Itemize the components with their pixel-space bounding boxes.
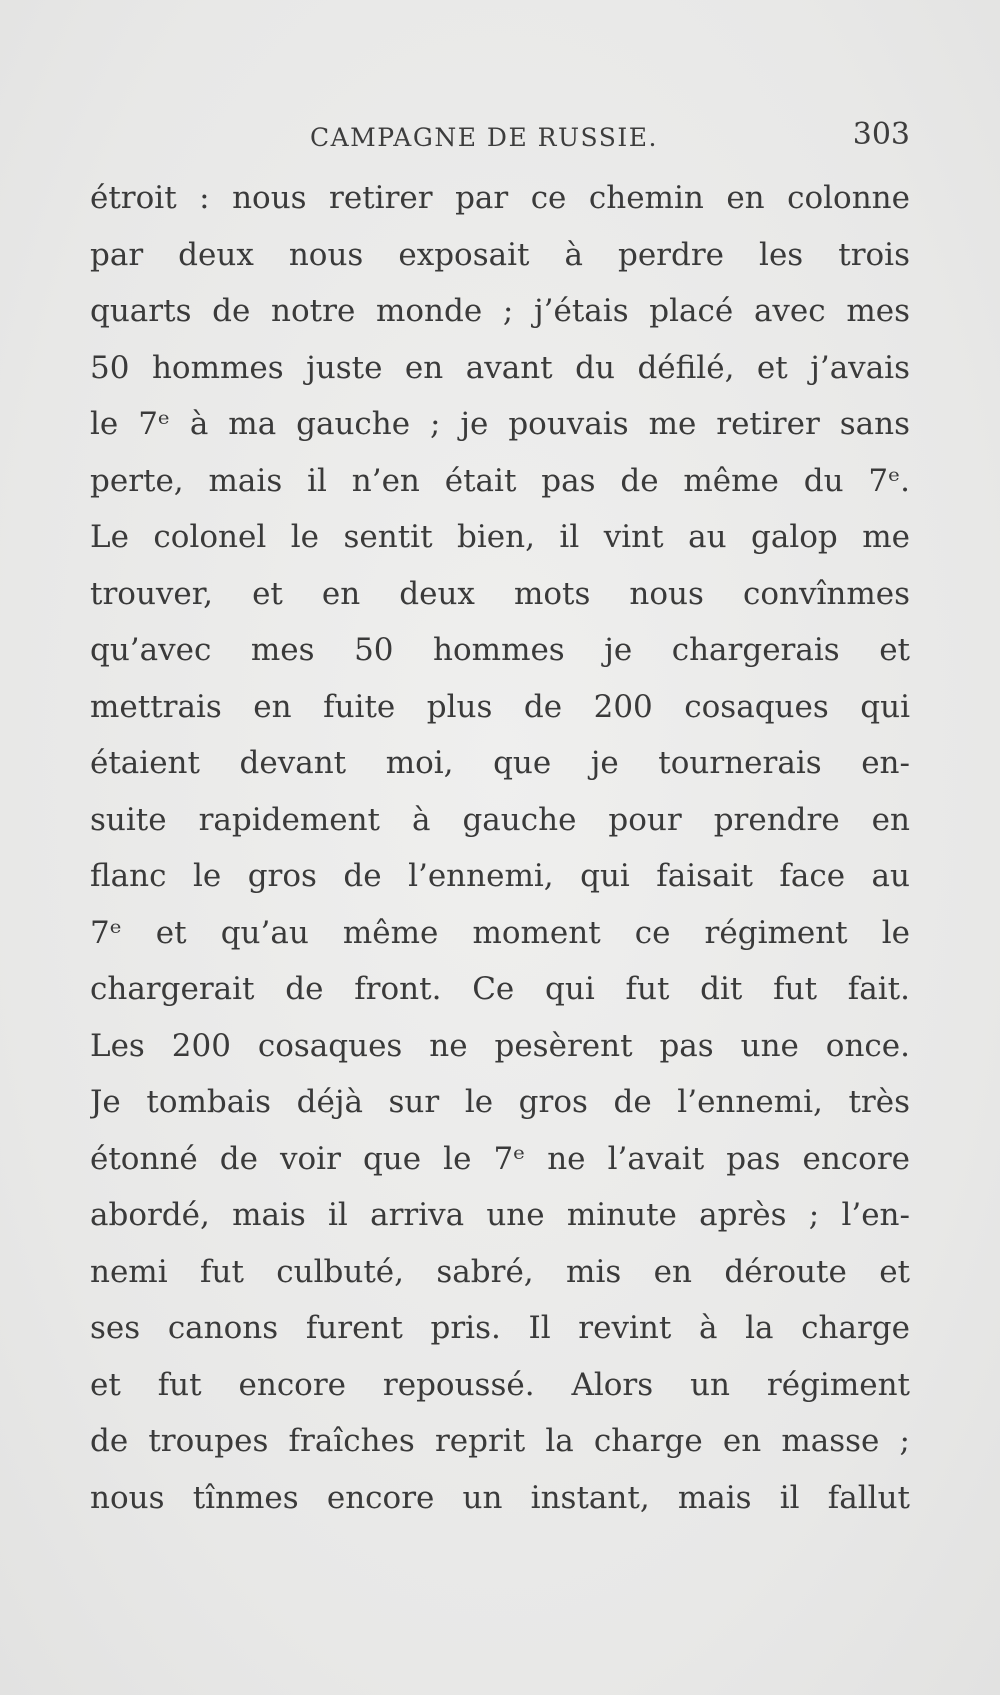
text-line: trouver, et en deux mots nous convînmes [90, 575, 910, 612]
text-line: Les 200 cosaques ne pesèrent pas une once. [90, 1027, 910, 1064]
text-line: qu’avec mes 50 hommes je chargerais et [90, 632, 910, 668]
text-line: étonné de voir que le 7ᵉ ne l’avait pas encore [90, 1140, 910, 1177]
text-line: flanc le gros de l’ennemi, qui faisait face au [90, 858, 910, 894]
text-line: ses canons furent pris. Il revint à la charge [90, 1310, 910, 1346]
running-head [90, 113, 910, 163]
text-line: suite rapidement à gauche pour prendre en [90, 801, 910, 838]
text-line: étaient devant moi, que je tournerais en- [90, 745, 910, 781]
text-line: étroit : nous retirer par ce chemin en colonne [90, 180, 910, 216]
text-line: abordé, mais il arriva une minute après ; l’en- [90, 1197, 910, 1233]
text-line: 50 hommes juste en avant du défilé, et j’avais [90, 349, 910, 386]
text-line: chargerait de front. Ce qui fut dit fut fait. [90, 971, 910, 1007]
text-line: nemi fut culbuté, sabré, mis en déroute et [90, 1253, 910, 1290]
text-line: le 7ᵉ à ma gauche ; je pouvais me retirer sans [90, 406, 910, 442]
text-line: perte, mais il n’en était pas de même du 7ᵉ. [90, 462, 910, 499]
body-text [90, 170, 910, 1526]
running-title: CAMPAGNE DE RUSSIE. [310, 123, 658, 152]
text-line: de troupes fraîches reprit la charge en masse ; [90, 1423, 910, 1459]
text-line: par deux nous exposait à perdre les trois [90, 236, 910, 273]
text-line: quarts de notre monde ; j’étais placé avec mes [90, 293, 910, 329]
text-line: et fut encore repoussé. Alors un régiment [90, 1366, 910, 1403]
text-line: mettrais en fuite plus de 200 cosaques qui [90, 688, 910, 725]
text-line: Le colonel le sentit bien, il vint au galop me [90, 519, 910, 555]
page-number: 303 [852, 117, 910, 152]
text-line: Je tombais déjà sur le gros de l’ennemi, très [90, 1084, 910, 1120]
text-line: nous tînmes encore un instant, mais il fallut [90, 1479, 910, 1516]
text-line: 7ᵉ et qu’au même moment ce régiment le [90, 914, 910, 951]
